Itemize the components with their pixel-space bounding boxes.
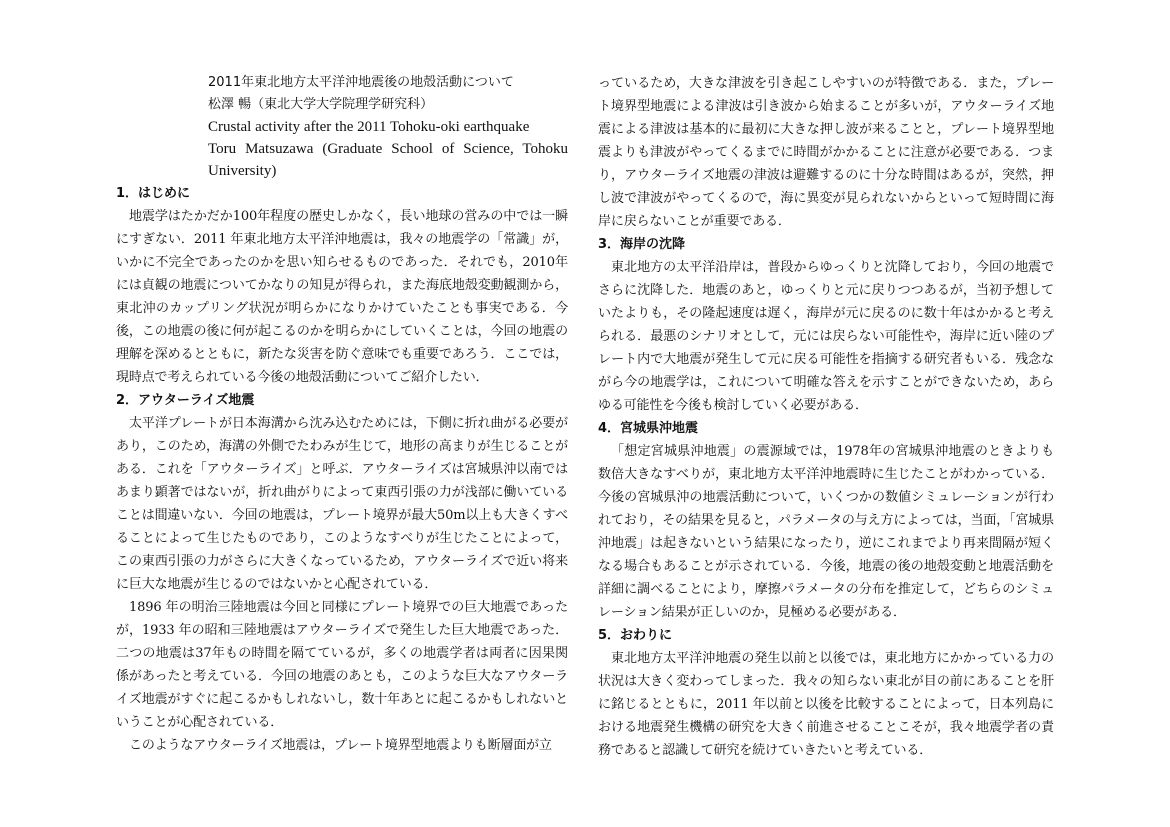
section-4-heading: 4．宮城県沖地震	[598, 421, 699, 436]
section-3-paragraph-1: 東北地方の太平洋沿岸は，普段からゆっくりと沈降しており，今回の地震でさらに沈降した．地震のあと，ゆっくりと元に戻りつつあるが，当初予想していたよりも，その隆起速度は遅く，海岸が元に戻るのに数十年はかかると考えられる．最悪のシナリオとして，元には戻らない可能性や，海岸に近い陸のプレート内で大地震が発生して元に戻る可能性を指摘する研究者もいる．残念ながら今の地震学は，これについて明確な答えを示すことができないため，あらゆる可能性を今後も検討していく必要がある．	[598, 260, 1054, 413]
section-5-heading: 5．おわりに	[598, 628, 673, 643]
japanese-title: 2011年東北地方太平洋沖地震後の地殻活動について	[208, 75, 514, 90]
section-5-paragraph-1: 東北地方太平洋沖地震の発生以前と以後では，東北地方にかかっている力の状況は大きく変わってしまった．我々の知らない東北が目の前にあることを肝に銘じるとともに，2011 年以前と以後を比較することによって，日本列島における地震発生機構の研究を大きく前進させることこそが，我々地震学者の責務であると認識して研究を続けていきたいと考えている．	[598, 651, 1054, 758]
right-column	[598, 72, 1054, 762]
english-title: Crustal activity after the 2011 Tohoku-oki earthquake	[208, 119, 530, 135]
section-2-paragraph-3-continued: っているため，大きな津波を引き起こしやすいのが特徴である．また，プレート境界型地震による津波は引き波から始まることが多いが，アウターライズ地震による津波は基本的に最初に大きな押し波が来ることと，プレート境界型地震よりも津波がやってくるまでに時間がかかることに注意が必要である．つまり，アウターライズ地震の津波は避難するのに十分な時間はあるが，突然，押し波で津波がやってくるので，海に異変が見られないからといって短時間に海岸に戻らないことが重要である．	[598, 76, 1054, 229]
article-header	[116, 72, 568, 182]
section-1-paragraph-1: 地震学はたかだか100年程度の歴史しかなく，長い地球の営みの中では一瞬にすぎない．2011 年東北地方太平洋沖地震は，我々の地震学の「常識」が，いかに不完全であったのかを思い知らせるものであった．それでも，2010年には貞観の地震についてかなりの知見が得られ，また海底地殻変動観測から，東北沖のカップリング状況が明らかになりかけていたことも事実である．今後，この地震の後に何が起こるのかを明らかにしていくことは，今回の地震の理解を深めるとともに，新たな災害を防ぐ意味でも重要であろう．ここでは，現時点で考えられている今後の地殻活動についてご紹介したい．	[116, 209, 568, 385]
section-2-heading: 2．アウターライズ地震	[116, 393, 255, 408]
section-1-heading: 1．はじめに	[116, 186, 191, 201]
left-column	[116, 72, 568, 757]
english-author: Toru Matsuzawa (Graduate School of Science, Tohoku University)	[208, 141, 568, 179]
section-3-heading: 3．海岸の沈降	[598, 237, 686, 252]
section-2-paragraph-1: 太平洋プレートが日本海溝から沈み込むためには，下側に折れ曲がる必要があり，このため，海溝の外側でたわみが生じて，地形の高まりが生じることがある．これを「アウターライズ」と呼ぶ．アウターライズは宮城県沖以南ではあまり顕著ではないが，折れ曲がりによって東西引張の力が浅部に働いていることは間違いない．今回の地震は，プレート境界が最大50m以上も大きくすべることによって生じたものであり，このようなすべりが生じたことによって，この東西引張の力がさらに大きくなっているため，アウターライズで近い将来に巨大な地震が生じるのではないかと心配されている．	[116, 416, 568, 592]
section-2-paragraph-3: このようなアウターライズ地震は，プレート境界型地震よりも断層面が立	[129, 738, 552, 753]
section-2-paragraph-2: 1896 年の明治三陸地震は今回と同様にプレート境界での巨大地震であったが，1933 年の昭和三陸地震はアウターライズで発生した巨大地震であった．二つの地震は37年もの時間を隔てているが，多くの地震学者は両者に因果関係があったと考えている．今回の地震のあとも，このような巨大なアウターライズ地震がすぐに起こるかもしれないし，数十年あとに起こるかもしれないということが心配されている．	[116, 600, 568, 730]
japanese-author: 松澤 暢（東北大学大学院理学研究科）	[208, 97, 434, 112]
section-4-paragraph-1: 「想定宮城県沖地震」の震源域では，1978年の宮城県沖地震のときよりも数倍大きなすべりが，東北地方太平洋沖地震時に生じたことがわかっている．今後の宮城県沖の地震活動について，いくつかの数値シミュレーションが行われており，その結果を見ると，パラメータの与え方によっては，当面，「宮城県沖地震」は起きないという結果になったり，逆にこれまでより再来間隔が短くなる場合もあることが示されている．今後，地震の後の地殻変動と地震活動を詳細に調べることにより，摩擦パラメータの分布を推定して，どちらのシミュレーション結果が正しいのか，見極める必要がある．	[598, 444, 1054, 620]
